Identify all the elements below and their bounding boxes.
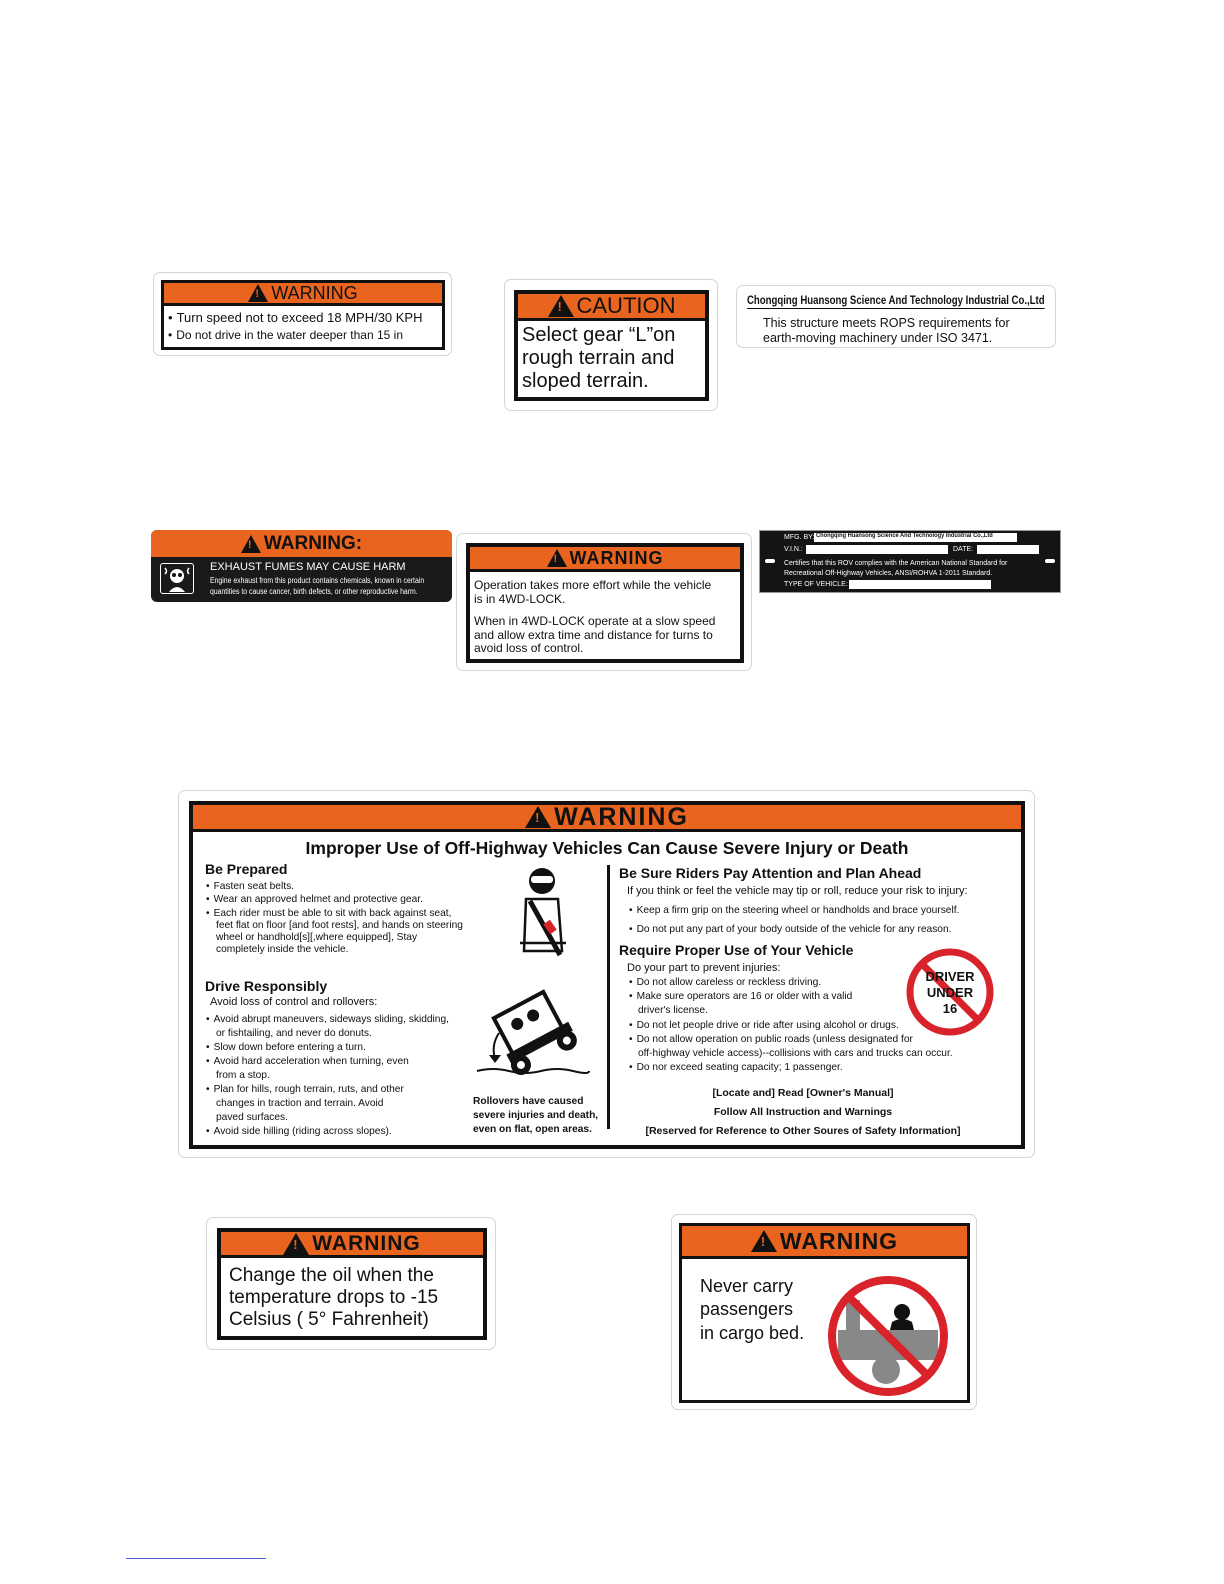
caution-gear-line-3: sloped terrain. <box>522 370 649 392</box>
footer-line-2: Follow All Instruction and Warnings <box>713 1106 893 1118</box>
warning-exhaust-label <box>151 530 452 602</box>
rops-plate-label <box>736 285 1056 348</box>
rivet-slot-left-icon <box>765 559 775 563</box>
be-prepared-item-3-line-4: completely inside the vehicle. <box>216 944 349 955</box>
proper-use-heading: Require Proper Use of Your Vehicle <box>619 942 854 958</box>
drive-item-4-line-2: changes in traction and terrain. Avoid <box>216 1098 384 1109</box>
warning-exhaust-line-1: Engine exhaust from this product contains chemicals, known in certain <box>210 576 425 585</box>
footer-line-3: [Reserved for Reference to Other Soures of Safety Information] <box>645 1125 961 1137</box>
vin-mfg-label: MFG. BY: <box>784 534 815 541</box>
warning-main-label <box>178 790 1035 1158</box>
vin-type-label: TYPE OF VEHICLE: <box>784 581 848 588</box>
driver-sign-line-1: DRIVER <box>925 969 975 984</box>
vin-number-label: V.I.N.: <box>784 546 803 553</box>
warning-speed-title: WARNING <box>271 282 358 303</box>
vin-cert-line-1: Certifies that this ROV complies with the American National Standard for <box>784 558 1008 567</box>
warning-speed-header <box>164 283 442 306</box>
caution-gear-line-1: Select gear “L”on <box>522 324 676 346</box>
vin-number-field <box>806 545 948 554</box>
proper-use-item-4-line-2: off-highway vehicle access)--collisions with cars and trucks can occur. <box>638 1048 953 1059</box>
warning-triangle-icon <box>525 806 551 828</box>
warning-exhaust-title: WARNING: <box>263 532 363 554</box>
drive-responsibly-intro: Avoid loss of control and rollovers: <box>210 996 378 1008</box>
column-divider <box>607 865 610 1129</box>
warning-exhaust-heading: EXHAUST FUMES MAY CAUSE HARM <box>210 561 406 573</box>
warning-oil-line-1: Change the oil when the <box>229 1265 434 1286</box>
proper-use-item-1: • Do not allow careless or reckless driving. <box>629 976 821 989</box>
vin-cert-line-2: Recreational Off-Highway Vehicles, ANSI/ROHVA 1-2011 Standard. <box>784 568 993 577</box>
driver-sign-line-2: UNDER <box>926 985 974 1000</box>
warning-4wd-para2-line-2: and allow extra time and distance for turns to <box>474 628 713 642</box>
attention-item-1: • Keep a firm grip on the steering wheel or handholds and brace yourself. <box>629 904 959 917</box>
rollover-vehicle-icon <box>473 983 593 1083</box>
warning-cargo-title: WARNING <box>779 1227 899 1254</box>
warning-triangle-icon <box>548 295 574 317</box>
rollover-caption-line-1: Rollovers have caused <box>473 1096 584 1107</box>
exhaust-fumes-icon <box>160 563 194 594</box>
warning-cargo-line-1: Never carry <box>700 1276 794 1296</box>
warning-4wd-para1-line-1: Operation takes more effort while the vehicle <box>474 578 712 592</box>
warning-cargo-frame <box>679 1223 970 1403</box>
vin-type-field <box>849 580 991 589</box>
be-prepared-heading: Be Prepared <box>205 861 288 877</box>
rollover-caption-line-3: even on flat, open areas. <box>473 1124 592 1135</box>
proper-use-intro: Do your part to prevent injuries: <box>627 962 781 974</box>
drive-responsibly-heading: Drive Responsibly <box>205 978 328 994</box>
vin-mfg-value: Chongqing Huansong Science And Technology Industrial Co.,Ltd <box>816 533 993 539</box>
proper-use-item-2-line-1: • Make sure operators are 16 or older with a valid <box>629 990 852 1003</box>
proper-use-item-5: • Do nor exceed seating capacity; 1 passenger. <box>629 1061 843 1074</box>
drive-item-4-line-1: • Plan for hills, rough terrain, ruts, and other <box>206 1083 404 1096</box>
warning-cargo-line-3: in cargo bed. <box>700 1323 805 1343</box>
caution-gear-title: CAUTION <box>576 293 676 318</box>
warning-speed-label <box>153 272 452 356</box>
warning-oil-line-3: Celsius ( 5° Fahrenheit) <box>229 1309 429 1330</box>
caution-gear-line-2: rough terrain and <box>522 347 675 369</box>
caution-gear-header <box>518 294 705 321</box>
attention-intro: If you think or feel the vehicle may tip or roll, reduce your risk to injury: <box>627 885 968 897</box>
warning-cargo-line-2: passengers <box>700 1299 794 1319</box>
drive-item-1-line-2: or fishtailing, and never do donuts. <box>216 1028 372 1039</box>
warning-exhaust-line-2: quantities to cause cancer, birth defects, or other reproductive harm. <box>210 587 418 596</box>
rops-company-name: Chongqing Huansong Science And Technology Industrial Co.,Ltd <box>747 293 1045 307</box>
drive-item-5: • Avoid side hilling (riding across slopes). <box>206 1125 392 1138</box>
warning-oil-frame <box>217 1228 487 1340</box>
warning-triangle-icon <box>547 549 567 567</box>
caution-gear-label <box>504 279 718 411</box>
warning-triangle-icon <box>241 535 261 553</box>
be-prepared-item-1: • Fasten seat belts. <box>206 880 294 893</box>
driver-sign-line-3: 16 <box>942 1001 958 1016</box>
vin-date-field <box>977 545 1039 554</box>
be-prepared-item-3-line-3: wheel or handhold[s][,where equipped], Stay <box>216 932 418 943</box>
warning-main-frame <box>189 801 1025 1149</box>
caution-gear-frame <box>514 290 709 401</box>
warning-4wd-label <box>456 533 752 671</box>
proper-use-item-3: • Do not let people drive or ride after using alcohol or drugs. <box>629 1019 899 1032</box>
no-cargo-passenger-icon <box>824 1272 952 1400</box>
warning-oil-title: WARNING <box>312 1231 421 1255</box>
warning-speed-line-2: • Do not drive in the water deeper than 15 in <box>168 328 403 342</box>
warning-triangle-icon <box>283 1233 309 1255</box>
drive-item-3-line-1: • Avoid hard acceleration when turning, even <box>206 1055 409 1068</box>
warning-4wd-frame <box>466 543 744 663</box>
be-prepared-item-3-line-2: feet flat on floor [and foot rests], and hands on steering <box>216 920 463 931</box>
warning-triangle-icon <box>248 284 268 302</box>
proper-use-item-2-line-2: driver's license. <box>638 1005 708 1016</box>
footer-line-1: [Locate and] Read [Owner's Manual] <box>712 1087 894 1099</box>
be-prepared-item-2: • Wear an approved helmet and protective gear. <box>206 893 423 906</box>
warning-oil-line-2: temperature drops to -15 <box>229 1287 439 1308</box>
rivet-slot-right-icon <box>1045 559 1055 563</box>
warning-triangle-icon <box>751 1230 777 1252</box>
warning-4wd-para1-line-2: is in 4WD-LOCK. <box>474 592 566 606</box>
rops-line-1: This structure meets ROPS requirements for <box>763 316 1010 330</box>
vin-date-label: DATE: <box>953 546 974 553</box>
warning-main-header <box>193 802 1021 832</box>
vin-mfg-field <box>814 533 1017 542</box>
warning-4wd-para2-line-1: When in 4WD-LOCK operate at a slow speed <box>474 614 716 628</box>
warning-oil-header <box>221 1232 483 1258</box>
be-prepared-item-3-line-1: • Each rider must be able to sit with back against seat, <box>206 907 451 920</box>
rops-line-2: earth-moving machinery under ISO 3471. <box>763 331 993 345</box>
warning-4wd-para2-line-3: avoid loss of control. <box>474 641 584 655</box>
driver-under-16-sign-icon <box>904 946 996 1038</box>
warning-oil-label <box>206 1217 496 1350</box>
proper-use-item-4-line-1: • Do not allow operation on public roads (unless designated for <box>629 1033 913 1046</box>
warning-main-title: WARNING <box>554 802 689 831</box>
warning-cargo-label <box>671 1214 977 1410</box>
warning-main-subtitle: Improper Use of Off-Highway Vehicles Can Cause Severe Injury or Death <box>305 838 909 858</box>
warning-exhaust-header <box>151 530 452 557</box>
warning-speed-line-1: • Turn speed not to exceed 18 MPH/30 KPH <box>168 310 423 325</box>
attention-item-2: • Do not put any part of your body outside of the vehicle for any reason. <box>629 923 951 936</box>
warning-4wd-title: WARNING <box>569 547 664 568</box>
attention-heading: Be Sure Riders Pay Attention and Plan Ahead <box>619 865 922 881</box>
drive-item-4-line-3: paved surfaces. <box>216 1112 288 1123</box>
warning-speed-frame <box>161 280 445 350</box>
drive-item-1-line-1: • Avoid abrupt maneuvers, sideways sliding, skidding, <box>206 1013 449 1026</box>
rollover-caption-line-2: severe injuries and death, <box>473 1110 599 1121</box>
seatbelt-rider-icon <box>516 865 572 961</box>
vin-plate-label <box>759 530 1061 593</box>
footnote-rule <box>126 1558 266 1559</box>
drive-item-3-line-2: from a stop. <box>216 1070 270 1081</box>
warning-4wd-header <box>470 547 740 572</box>
drive-item-2: • Slow down before entering a turn. <box>206 1041 366 1054</box>
warning-cargo-header <box>682 1226 967 1259</box>
